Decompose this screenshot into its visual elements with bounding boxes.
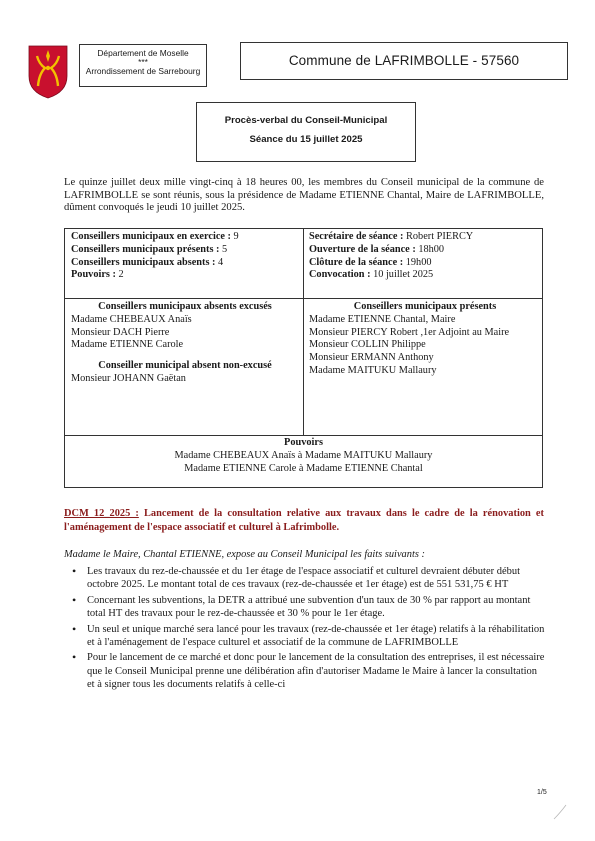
proxies-title: Pouvoirs (284, 437, 323, 448)
coat-of-arms-icon (27, 42, 69, 100)
session-date: Séance du 15 juillet 2025 (249, 134, 363, 145)
present-members (309, 301, 541, 378)
info-row: Convocation : 10 juillet 2025 (309, 269, 434, 281)
intro-paragraph: Le quinze juillet deux mille vingt-cinq à 18 heures 00, les membres du Conseil municipal de la commune de LAFRIMBOLLE se sont réunis, sous la présidence de Madame ETIENNE Chantal, Maire de LAFRIMBOLLE, dûment convoqués le jeudi 10 juillet 2025. (64, 177, 544, 213)
expose-intro: Madame le Maire, Chantal ETIENNE, expose au Conseil Municipal les faits suivants : (64, 549, 425, 560)
list-item: Monsieur COLLIN Philippe (309, 339, 426, 351)
stat-row: Conseillers municipaux présents : 5 (71, 243, 228, 255)
list-item: • Concernant les subventions, la DETR a attribué une subvention d'un taux de 30 % par rapport au montant total HT des travaux pour le rez-de-chaussée et 30 % pour le 1er étage. (72, 594, 547, 621)
list-item: Monsieur JOHANN Gaëtan (71, 372, 186, 384)
department-box (79, 44, 207, 87)
absent-non-excuse-title: Conseiller municipal absent non-excusé (98, 360, 272, 372)
list-item: • Pour le lancement de ce marché et donc pour le lancement de la consultation des entreprises, il est nécessaire que le Conseil Municipal prenne une délibération afin d'autoriser Madame le Maire à lancer la consultation et à signer tous les documents relatifs à celle-ci (72, 651, 547, 691)
deliberation-subject: Lancement de la consultation relative aux travaux dans le cadre de la rénovation et l'aménagement de l'espace associatif et culturel à Lafrimbolle. (64, 508, 544, 533)
proxies (65, 437, 542, 475)
list-item: Monsieur DACH Pierre (71, 326, 170, 338)
session-info (309, 231, 473, 282)
list-item: • Un seul et unique marché sera lancé pour les travaux (rez-de-chaussée et 1er étage) relatifs à la réhabilitation et à l'aménagement de l'espace culturel et associatif de la commune de LAFRIMBOLLE (72, 623, 547, 650)
absents-excuses-title: Conseillers municipaux absents excusés (98, 301, 272, 312)
list-item: Monsieur ERMANN Anthony (309, 352, 434, 364)
page-number: 1/5 (537, 789, 547, 796)
scan-mark-icon (552, 803, 568, 821)
deliberation-ref: DCM 12_2025 : (64, 508, 139, 519)
list-item: Monsieur PIERCY Robert ,1er Adjoint au Maire (309, 326, 510, 338)
list-item: Madame ETIENNE Carole (71, 339, 184, 351)
deliberation-heading (64, 507, 544, 534)
info-row: Ouverture de la séance : 18h00 (309, 243, 445, 255)
list-item: Madame MAITUKU Mallaury (309, 364, 437, 376)
attendance-table (64, 228, 543, 488)
minutes-title-box (196, 102, 416, 162)
absent-members (71, 301, 299, 386)
council-stats (71, 231, 239, 282)
info-row: Clôture de la séance : 19h00 (309, 256, 432, 268)
stat-row: Conseillers municipaux en exercice : 9 (71, 231, 239, 242)
list-item: Madame CHEBEAUX Anaïs à Madame MAITUKU Mallaury (174, 449, 433, 461)
stat-row: Conseillers municipaux absents : 4 (71, 256, 224, 268)
minutes-title: Procès-verbal du Conseil-Municipal (224, 115, 388, 126)
commune-title: Commune de LAFRIMBOLLE - 57560 (240, 42, 568, 80)
list-item: Madame CHEBEAUX Anaïs (71, 313, 192, 325)
info-row: Secrétaire de séance : Robert PIERCY (309, 231, 474, 242)
department-label: Département de Moselle (97, 48, 189, 58)
separator: *** (138, 56, 148, 67)
list-item: Madame ETIENNE Carole à Madame ETIENNE Chantal (184, 462, 423, 474)
arrondissement-label: Arrondissement de Sarrebourg (85, 65, 201, 76)
presents-title: Conseillers municipaux présents (353, 301, 497, 312)
list-item: • Les travaux du rez-de-chaussée et du 1er étage de l'espace associatif et culturel devraient débuter début octobre 2025. Le montant total de ces travaux (rez-de-chaussée et 1er étage) est de 551 531,75 € HT (72, 565, 547, 592)
facts-list (72, 565, 547, 694)
stat-row: Pouvoirs : 2 (71, 269, 124, 281)
list-item: Madame ETIENNE Chantal, Maire (309, 313, 456, 325)
